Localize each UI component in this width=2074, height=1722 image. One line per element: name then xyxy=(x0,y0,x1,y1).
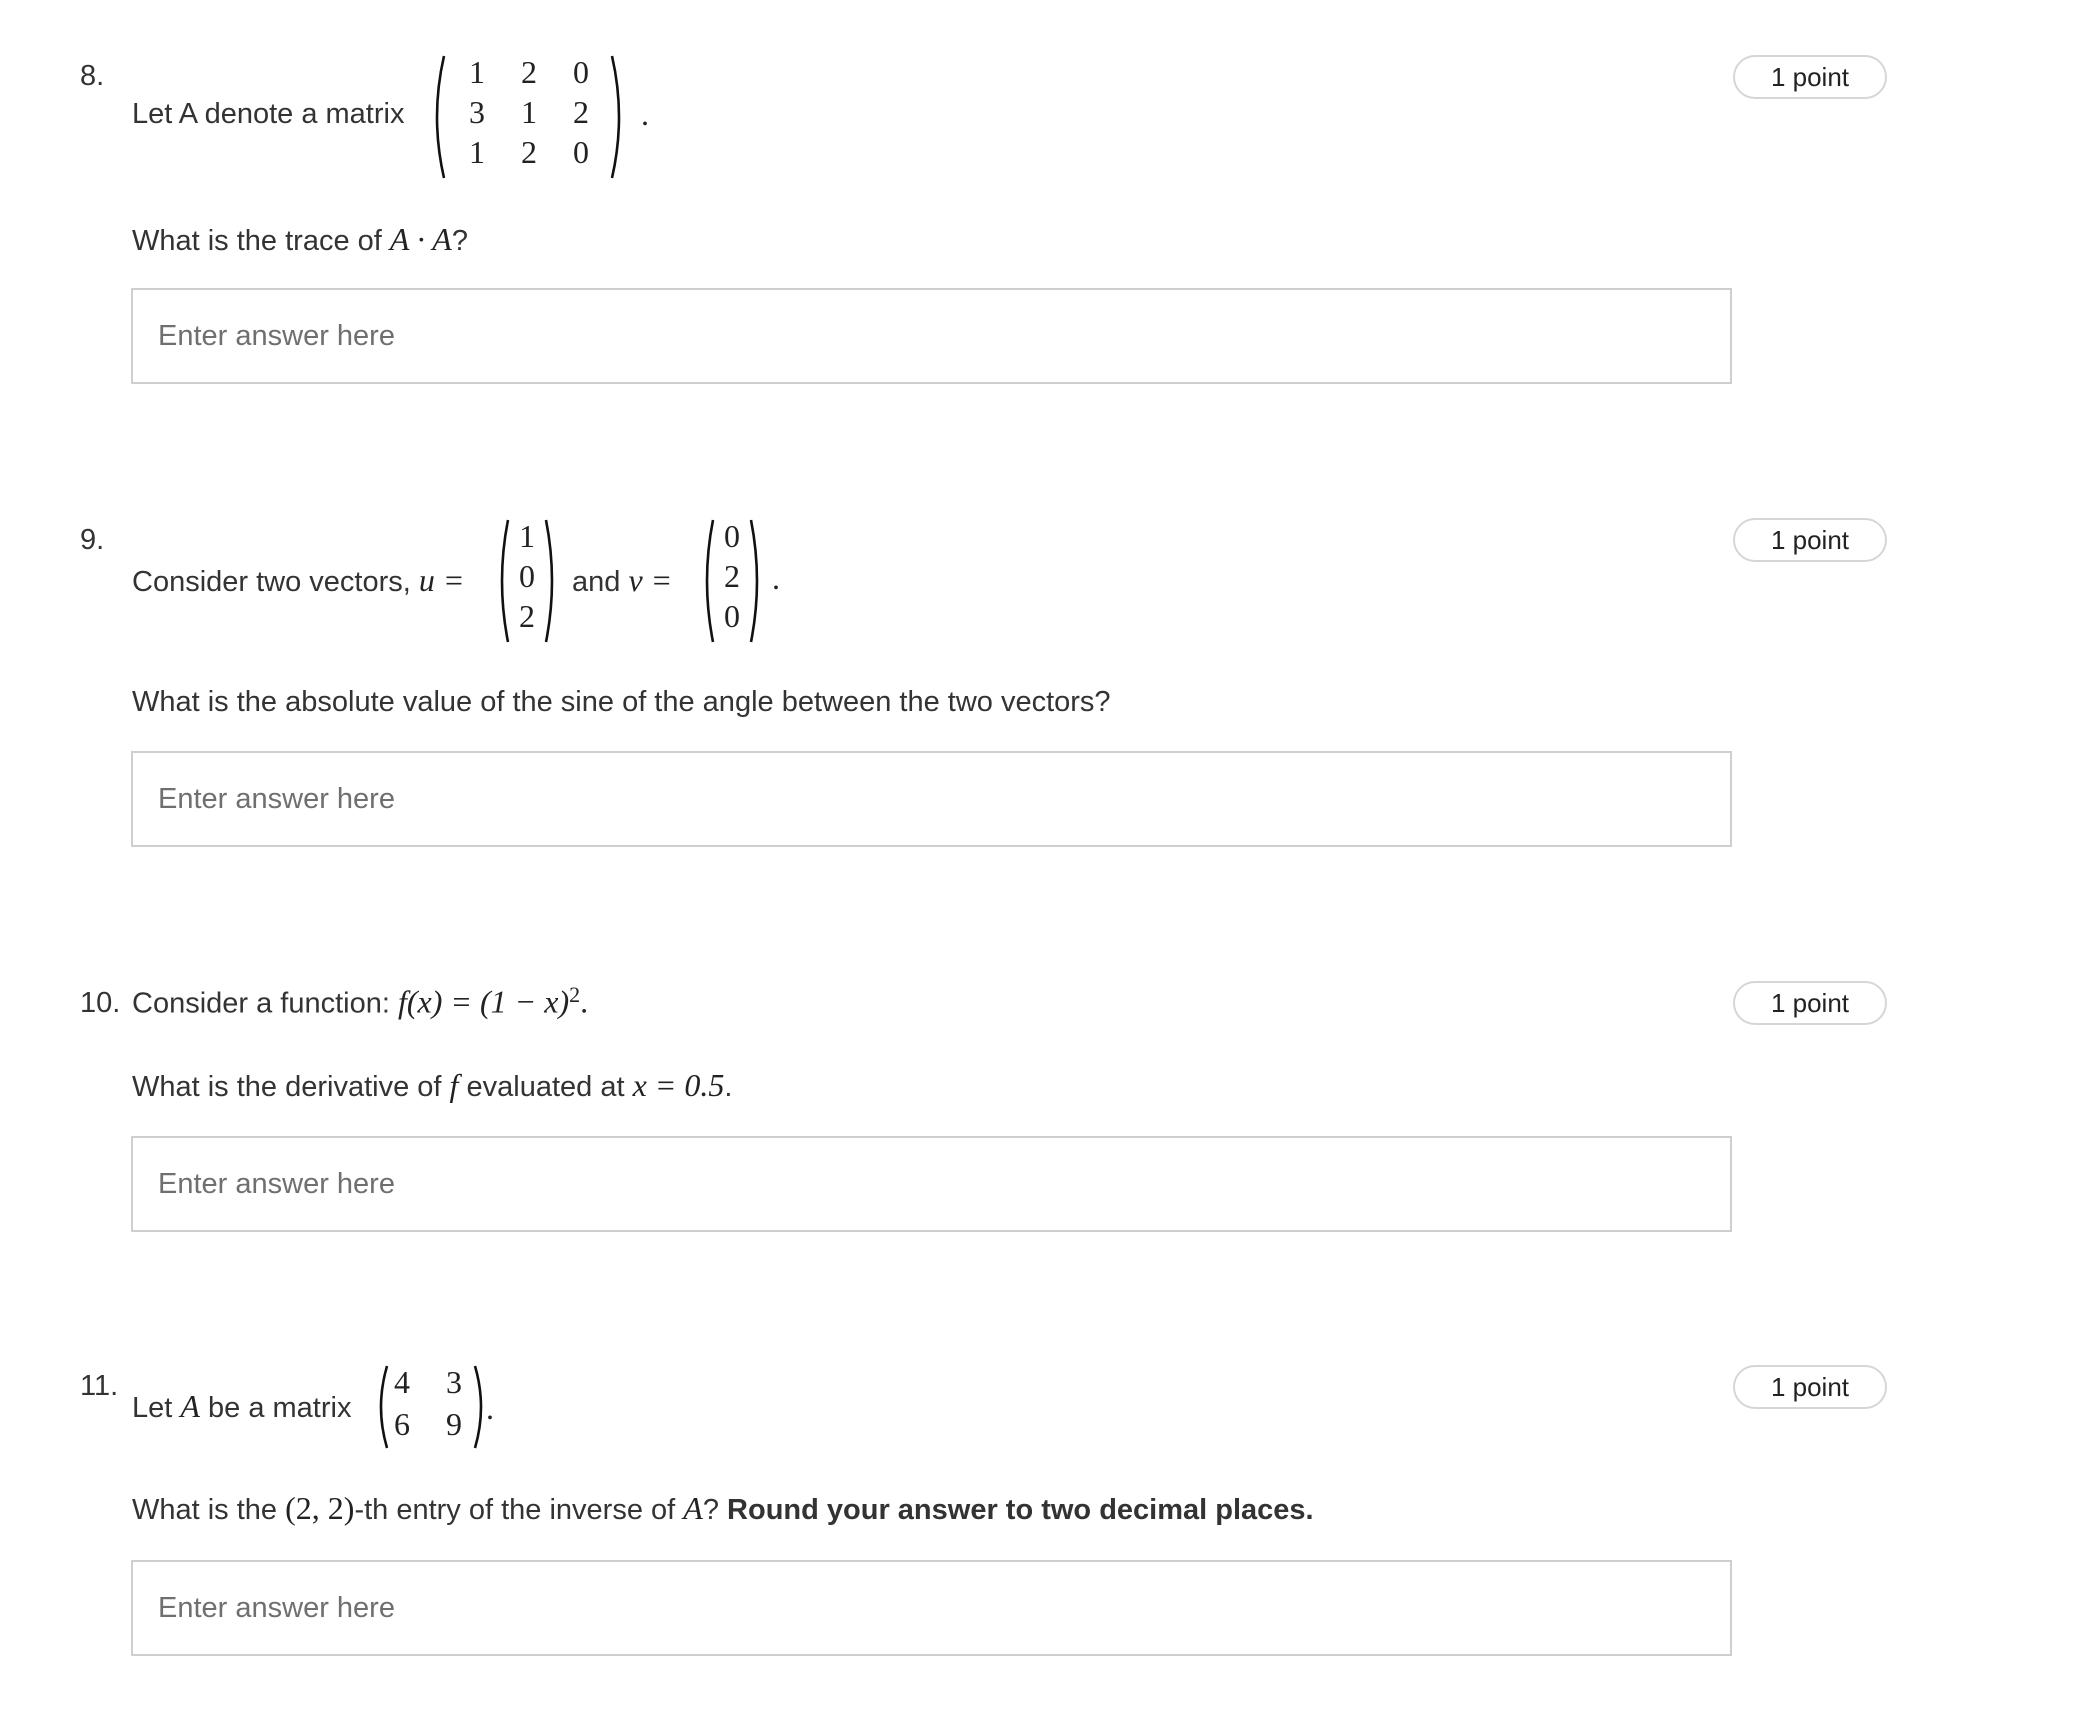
u-label: u = xyxy=(418,562,465,598)
right-paren-icon xyxy=(608,54,628,180)
matrix-cell: 1 xyxy=(469,134,485,170)
matrix-cell: 1 xyxy=(469,54,485,90)
question-number: 8. xyxy=(80,60,105,92)
prompt-end: . xyxy=(724,1071,733,1103)
intro-text: Let A denote a matrix xyxy=(132,98,405,130)
matrix-cell: 2 xyxy=(521,54,537,90)
prompt-mid: evaluated at xyxy=(466,1071,625,1103)
prompt-math: x = 0.5 xyxy=(632,1067,725,1103)
intro-var: A xyxy=(180,1388,200,1424)
intro-text: Consider two vectors, xyxy=(132,566,411,598)
answer-input[interactable] xyxy=(131,751,1732,847)
function-expression: f(x) = (1 − x) xyxy=(398,983,570,1020)
vector-v xyxy=(712,518,752,644)
matrix-period: . xyxy=(641,96,649,132)
matrix-cell: 1 xyxy=(521,94,537,130)
question-number: 11. xyxy=(80,1370,119,1402)
answer-input[interactable] xyxy=(131,288,1732,384)
question-intro xyxy=(132,1388,351,1425)
question-number: 9. xyxy=(80,524,105,556)
matrix-cell: 0 xyxy=(573,134,589,170)
vector-u xyxy=(507,518,547,644)
intro-text: Let xyxy=(132,1392,173,1424)
prompt-math: (2, 2) xyxy=(285,1490,355,1526)
answer-input[interactable] xyxy=(131,1136,1732,1232)
vector-cell: 2 xyxy=(519,598,535,634)
prompt-text: What is the xyxy=(132,1494,278,1526)
prompt-text: What is the absolute value of the sine of the angle between the two vectors? xyxy=(132,686,1111,718)
question-intro xyxy=(132,982,588,1021)
matrix-a xyxy=(382,1364,482,1450)
answer-input[interactable] xyxy=(131,1560,1732,1656)
question-intro xyxy=(132,562,464,599)
v-label: v = xyxy=(628,562,673,598)
vector-cell: 2 xyxy=(724,558,740,594)
matrix-cell: 3 xyxy=(469,94,485,130)
right-paren-icon xyxy=(543,518,559,644)
question-prompt xyxy=(132,221,468,258)
question-intro xyxy=(132,98,404,131)
matrix-a xyxy=(457,54,617,180)
vector-cell: 0 xyxy=(724,598,740,634)
prompt-text: What is the derivative of xyxy=(132,1071,442,1103)
matrix-cell: 3 xyxy=(446,1364,462,1400)
prompt-end: ? xyxy=(702,1494,719,1526)
intro-mid: be a matrix xyxy=(208,1392,352,1424)
matrix-cell: 9 xyxy=(446,1406,462,1442)
prompt-end: ? xyxy=(451,225,468,257)
matrix-cell: 6 xyxy=(394,1406,410,1442)
prompt-math: A · A xyxy=(389,221,452,257)
vector-cell: 0 xyxy=(724,518,740,554)
prompt-text: What is the trace of xyxy=(132,225,382,257)
points-badge: 1 point xyxy=(1733,518,1887,562)
matrix-cell: 2 xyxy=(521,134,537,170)
question-prompt xyxy=(132,686,1111,719)
prompt-mid: -th entry of the inverse of xyxy=(354,1494,676,1526)
right-paren-icon xyxy=(748,518,764,644)
points-badge: 1 point xyxy=(1733,1365,1887,1409)
left-paren-icon xyxy=(428,54,448,180)
question-number: 10. xyxy=(80,987,121,1019)
function-exponent: 2 xyxy=(569,982,581,1007)
matrix-cell: 2 xyxy=(573,94,589,130)
intro-text: Consider a function: xyxy=(132,987,390,1020)
points-badge: 1 point xyxy=(1733,981,1887,1025)
vector-cell: 1 xyxy=(519,518,535,554)
points-badge: 1 point xyxy=(1733,55,1887,99)
and-connector xyxy=(572,562,672,599)
matrix-cell: 4 xyxy=(394,1364,410,1400)
prompt-var: A xyxy=(683,1490,703,1526)
prompt-f: f xyxy=(449,1067,459,1103)
matrix-period: . xyxy=(486,1390,494,1426)
question-prompt xyxy=(132,1490,1314,1527)
matrix-cell: 0 xyxy=(573,54,589,90)
and-text: and xyxy=(572,566,621,598)
vector-period: . xyxy=(772,560,780,596)
function-end: . xyxy=(580,983,589,1020)
prompt-bold-instruction: Round your answer to two decimal places. xyxy=(727,1494,1314,1526)
question-prompt xyxy=(132,1067,732,1104)
vector-cell: 0 xyxy=(519,558,535,594)
